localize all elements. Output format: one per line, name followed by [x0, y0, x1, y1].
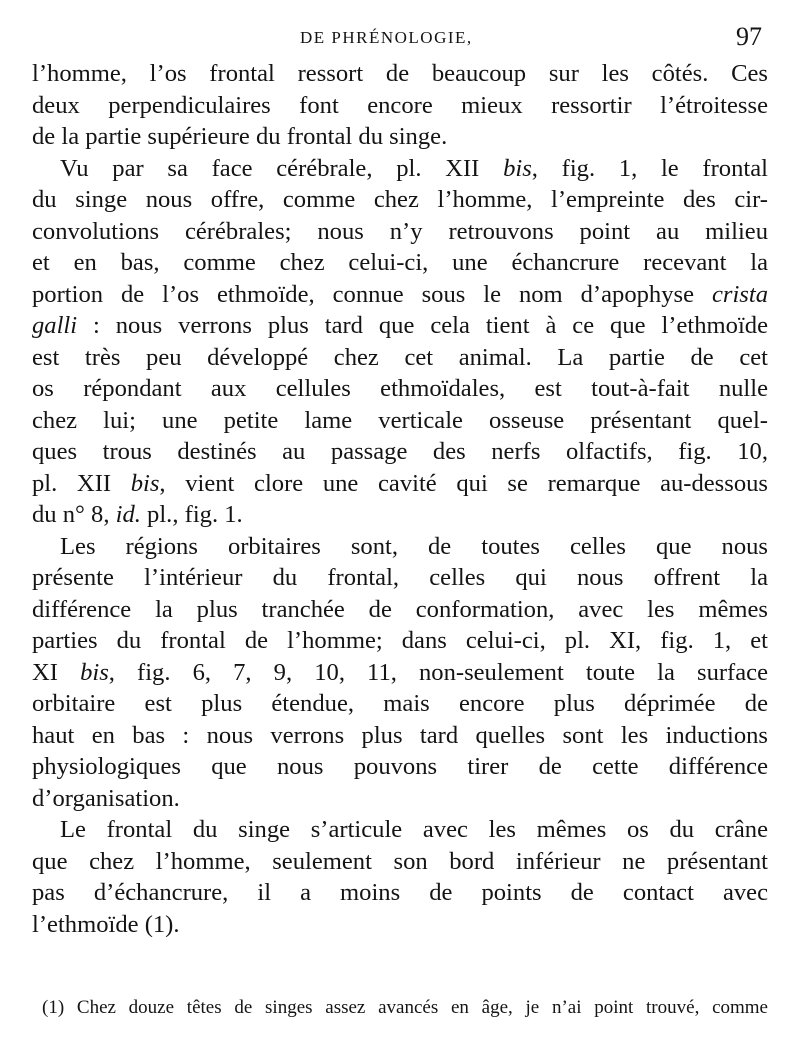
text-line — [32, 468, 768, 500]
text-line: du singe nous offre, comme chez l’homme, l’empreinte des cir- — [32, 186, 768, 213]
text-segment: portion de l’os ethmoïde, connue sous le nom d’apophyse — [32, 280, 712, 308]
body-text — [32, 58, 768, 940]
running-title: DE PHRÉNOLOGIE, — [300, 28, 473, 47]
text-line: que chez l’homme, seulement son bord inférieur ne présentant — [32, 847, 768, 875]
italic-term: galli — [32, 312, 78, 339]
text-line: deux perpendiculaires font encore mieux ressortir l’étroitesse — [32, 91, 768, 119]
text-line — [32, 153, 768, 185]
text-line — [32, 310, 768, 342]
text-line: parties du frontal de l’homme; dans celui-ci, pl. XI, fig. 1, et — [32, 627, 768, 654]
text-line: ques trous destinés au passage des nerfs olfactifs, fig. 10, — [32, 438, 768, 465]
text-line: l’homme, l’os frontal ressort de beaucoup sur les côtés. Ces — [32, 60, 768, 87]
text-segment: XI — [32, 658, 81, 686]
text-line: pas d’échancrure, il a moins de points de contact avec — [32, 879, 768, 906]
text-segment: , fig. 6, 7, 9, 10, 11, non-seulement toute la surface — [108, 658, 768, 686]
italic-term: bis — [130, 469, 160, 497]
italic-term: bis — [503, 154, 532, 182]
text-line: os répondant aux cellules ethmoïdales, est tout-à-fait nulle — [32, 375, 768, 402]
text-line: est très peu développé chez cet animal. La partie de cet — [32, 343, 768, 371]
text-line: différence la plus tranchée de conformation, avec les mêmes — [32, 595, 768, 623]
text-line: convolutions cérébrales; nous n’y retrouvons point au milieu — [32, 217, 768, 245]
running-head — [0, 18, 800, 58]
text-line: d’organisation. — [32, 784, 180, 812]
footnote-text: Chez douze têtes de singes assez avancés en âge, je n’ai point trouvé, comme — [64, 997, 768, 1018]
text-line — [32, 657, 768, 689]
text-segment: Vu par sa face cérébrale, pl. XII — [60, 154, 504, 182]
text-line: Le frontal du singe s’articule avec les mêmes os du crâne — [60, 816, 768, 843]
text-segment: pl., fig. 1. — [140, 501, 243, 528]
text-segment: , fig. 1, le frontal — [531, 154, 768, 182]
text-line: physiologiques que nous pouvons tirer de cette différence — [32, 753, 768, 780]
text-line — [32, 279, 768, 311]
footnote-mark: (1) — [42, 997, 65, 1018]
page-number: 97 — [736, 22, 762, 51]
text-line: orbitaire est plus étendue, mais encore plus déprimée de — [32, 690, 768, 717]
text-line: chez lui; une petite lame verticale osseuse présentant quel- — [32, 406, 768, 434]
italic-term: id. — [115, 501, 141, 528]
text-segment: du n° 8, — [32, 501, 116, 528]
text-segment: : nous verrons plus tard que cela tient à ce que l’ethmoïde — [77, 312, 768, 339]
italic-term: bis — [80, 658, 109, 686]
text-segment: , vient clore une cavité qui se remarque au-dessous — [159, 469, 768, 497]
italic-term: crista — [711, 280, 768, 308]
text-line: et en bas, comme chez celui-ci, une échancrure recevant la — [32, 249, 768, 276]
footnote — [32, 996, 768, 1020]
text-line — [32, 499, 768, 531]
text-line: l’ethmoïde (1). — [32, 910, 180, 938]
text-segment: pl. XII — [32, 469, 131, 497]
text-line: de la partie supérieure du frontal du singe. — [32, 123, 448, 150]
text-line: haut en bas : nous verrons plus tard quelles sont les inductions — [32, 721, 768, 749]
text-line: présente l’intérieur du frontal, celles qui nous offrent la — [32, 564, 768, 591]
text-line: Les régions orbitaires sont, de toutes celles que nous — [60, 532, 768, 560]
